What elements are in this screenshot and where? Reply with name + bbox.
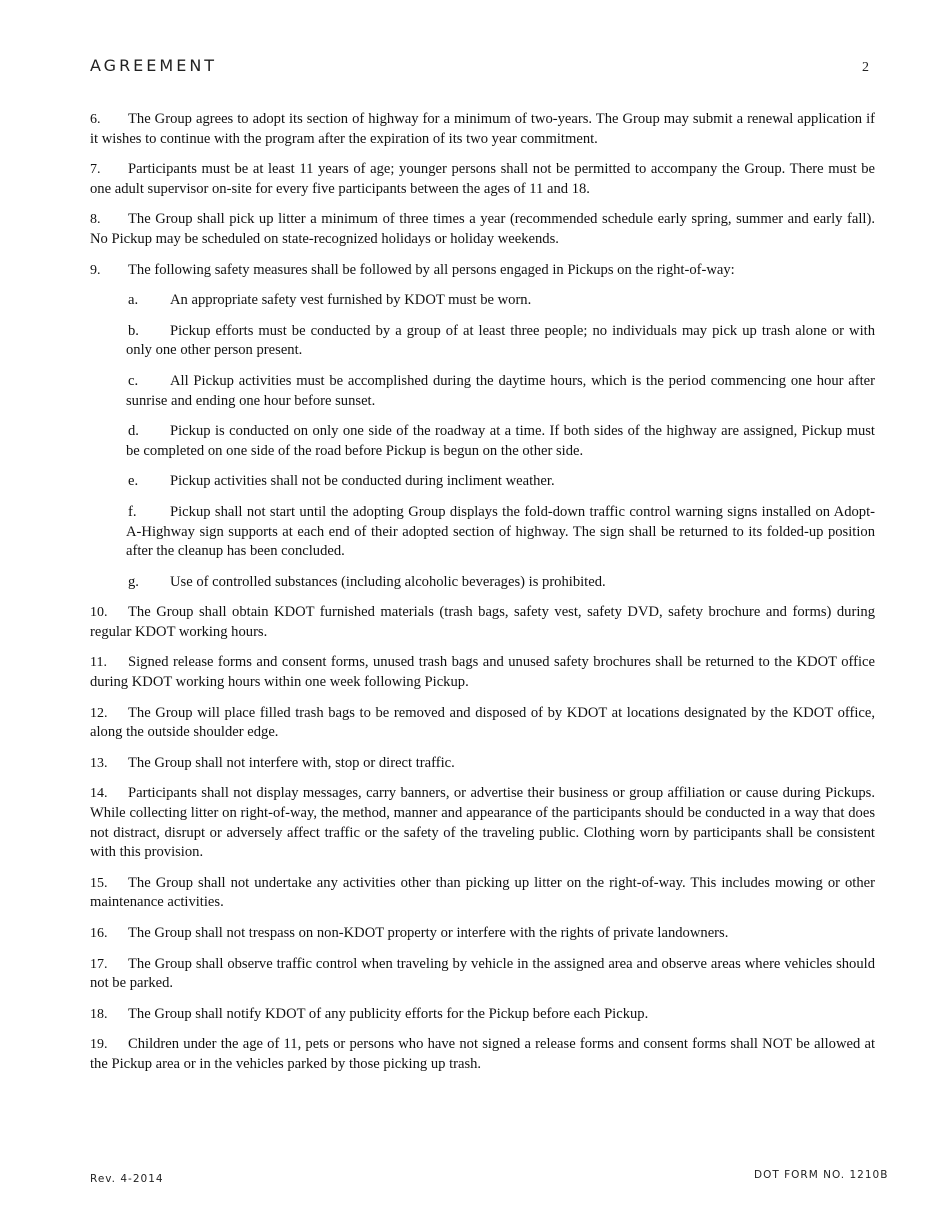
sub-item-letter: a.: [128, 292, 139, 309]
item-text: Children under the age of 11, pets or persons who have not signed a release forms and consent forms shall NOT be allowed at the Pickup area or in the vehicles parked by those picking up trash.: [90, 1036, 875, 1072]
sub-item-text: Pickup is conducted on only one side of the roadway at a time. If both sides of the highway are assigned, Pickup must be completed on one side of the road before Pickup is begun on the other side.: [126, 423, 875, 459]
item-text: The Group shall observe traffic control when traveling by vehicle in the assigned area and observe areas where vehicles should not be parked.: [90, 955, 875, 992]
item-text: Signed release forms and consent forms, unused trash bags and unused safety brochures shall be returned to the KDOT office during KDOT working hours within one week following Pickup.: [90, 654, 875, 691]
agreement-item-14: [90, 784, 875, 862]
item-number: 14.: [90, 786, 108, 802]
agreement-item-19: [90, 1035, 875, 1074]
item-text: The Group shall not trespass on non-KDOT property or interfere with the rights of private landowners.: [128, 925, 729, 941]
sub-item-letter: b.: [128, 322, 139, 339]
agreement-item-15: [90, 874, 875, 913]
item-number: 9.: [90, 262, 101, 278]
agreement-body: [90, 110, 875, 1086]
sub-item-text: An appropriate safety vest furnished by KDOT must be worn.: [170, 292, 532, 309]
agreement-item-6: [90, 110, 875, 149]
sub-item-letter: e.: [128, 473, 139, 490]
item-text: Participants must be at least 11 years of age; younger persons shall not be permitted to accompany the Group. There must be one adult supervisor on-site for every five participants between the ages of 11 and 18.: [90, 161, 875, 197]
sub-item-text: Use of controlled substances (including alcoholic beverages) is prohibited.: [170, 573, 606, 590]
item-text: The Group shall obtain KDOT furnished materials (trash bags, safety vest, safety DVD, safety brochure and forms) during regular KDOT working hours.: [90, 604, 875, 640]
sub-item-letter: c.: [128, 372, 139, 389]
page-number: 2: [862, 60, 869, 75]
item-text: The following safety measures shall be followed by all persons engaged in Pickups on the right-of-way:: [128, 261, 735, 278]
agreement-item-17: [90, 955, 875, 994]
item-number: 10.: [90, 605, 108, 621]
item-text: The Group shall not interfere with, stop or direct traffic.: [128, 754, 455, 771]
item-number: 8.: [90, 212, 101, 228]
sub-item-text: Pickup shall not start until the adopting Group displays the fold-down traffic control warning signs installed on Adopt-A-Highway sign supports at each end of their adopted section of highway. The sign shall be returned to its folded-up position after the cleanup has been concluded.: [126, 503, 875, 560]
safety-measure-d: [126, 422, 875, 461]
item-text: The Group shall not undertake any activities other than picking up litter on the right-of-way. This includes mowing or other maintenance activities.: [90, 874, 875, 911]
agreement-item-10: [90, 603, 875, 642]
sub-item-letter: d.: [128, 423, 139, 440]
agreement-item-7: [90, 160, 875, 199]
item-number: 18.: [90, 1006, 108, 1022]
safety-measure-g: [126, 573, 875, 593]
safety-measure-c: [126, 372, 875, 411]
sub-item-text: Pickup efforts must be conducted by a group of at least three people; no individuals may pick up trash alone or with only one other person present.: [126, 322, 875, 359]
agreement-item-8: [90, 210, 875, 249]
agreement-item-9: [90, 261, 875, 281]
item-number: 7.: [90, 162, 101, 178]
safety-measure-b: [126, 322, 875, 361]
item-number: 17.: [90, 956, 108, 972]
revision-label: Rev. 4-2014: [90, 1173, 164, 1185]
item-text: The Group shall notify KDOT of any publicity efforts for the Pickup before each Pickup.: [128, 1005, 649, 1022]
item-number: 19.: [90, 1037, 108, 1053]
agreement-item-18: [90, 1005, 875, 1025]
item-number: 16.: [90, 926, 108, 941]
form-number: DOT FORM NO. 1210B: [754, 1169, 889, 1181]
item-text: The Group shall pick up litter a minimum of three times a year (recommended schedule early spring, summer and early fall). No Pickup may be scheduled on state-recognized holidays or holiday weekends.: [90, 211, 875, 247]
agreement-item-12: [90, 704, 875, 743]
agreement-item-13: [90, 754, 875, 774]
sub-item-text: All Pickup activities must be accomplished during the daytime hours, which is the period commencing one hour after sunrise and ending one hour before sunset.: [126, 372, 875, 409]
item-number: 6.: [90, 112, 101, 127]
safety-measure-a: [126, 291, 875, 311]
sub-item-letter: g.: [128, 573, 139, 590]
item-text: Participants shall not display messages, carry banners, or advertise their business or group affiliation or cause during Pickups. While collecting litter on right-of-way, the method, manner and appearance of the participants should be conducted in a way that does not distract, disrupt or adversely affect traffic or the safety of the traveling public. Clothing worn by participants shall be consistent with this provision.: [90, 785, 875, 861]
item-text: The Group will place filled trash bags to be removed and disposed of by KDOT at locations designated by the KDOT office, along the outside shoulder edge.: [90, 704, 875, 741]
page-title: AGREEMENT: [90, 56, 218, 75]
sub-item-text: Pickup activities shall not be conducted during incliment weather.: [170, 473, 555, 490]
safety-measure-f: [126, 503, 875, 562]
item-number: 11.: [90, 655, 107, 671]
item-number: 12.: [90, 705, 108, 721]
agreement-item-11: [90, 653, 875, 692]
item-number: 15.: [90, 875, 108, 891]
sub-item-letter: f.: [128, 503, 137, 520]
item-text: The Group agrees to adopt its section of highway for a minimum of two-years. The Group may submit a renewal application if it wishes to continue with the program after the expiration of its two year commitment.: [90, 111, 875, 147]
agreement-item-16: [90, 924, 875, 944]
safety-measure-e: [126, 472, 875, 492]
item-number: 13.: [90, 755, 108, 771]
